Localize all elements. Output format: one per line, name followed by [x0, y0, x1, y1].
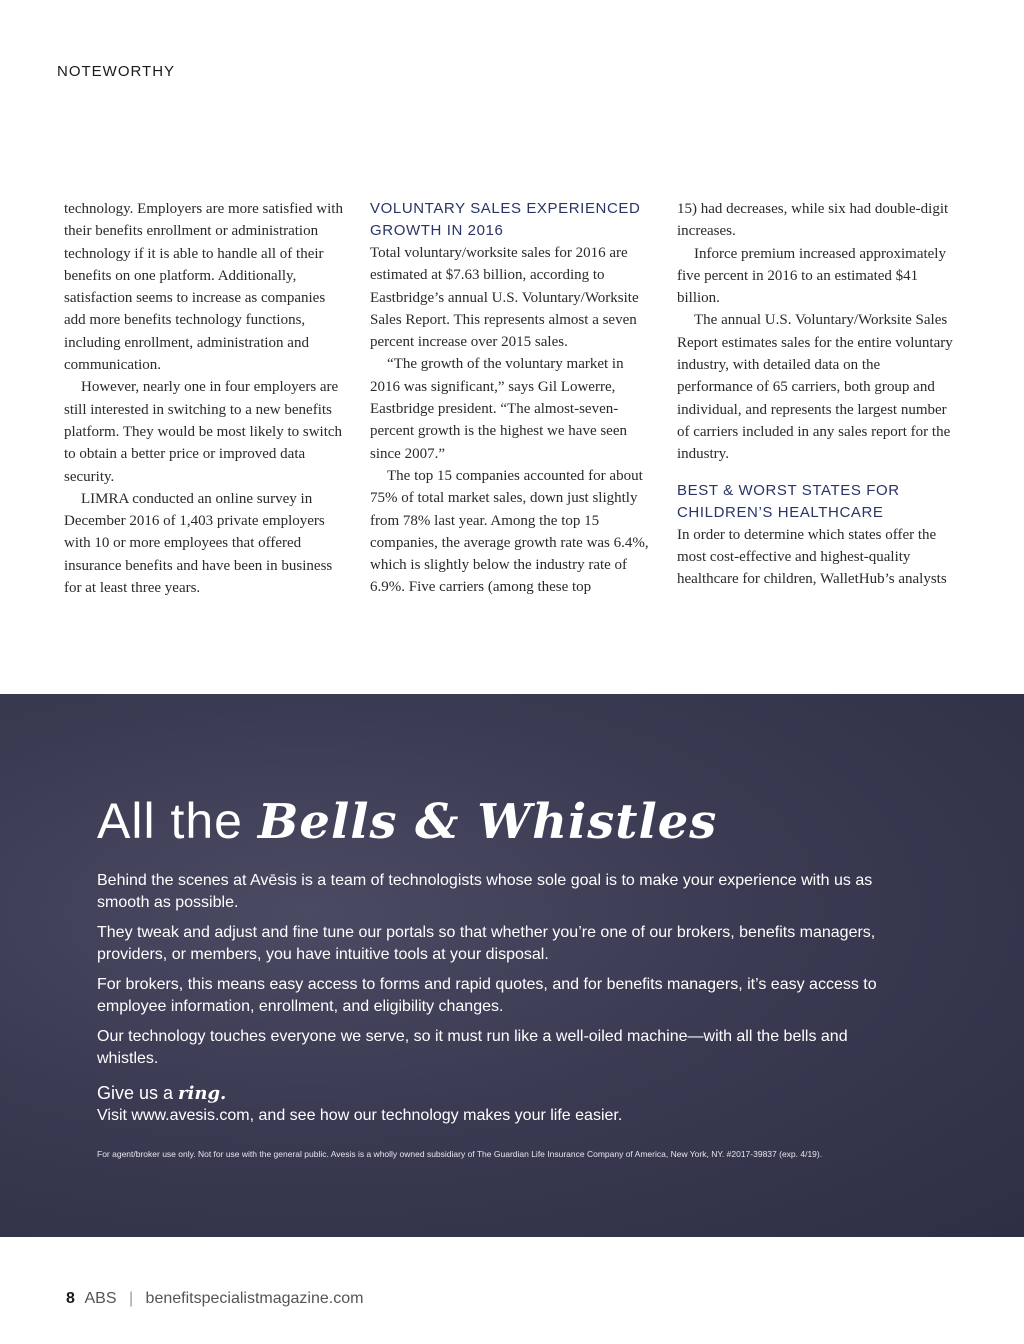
column-1 [64, 198, 344, 599]
advertisement [0, 694, 1024, 1237]
ad-title [97, 792, 717, 850]
section-heading: VOLUNTARY SALES EXPERIENCED GROWTH IN 2016 [370, 200, 641, 239]
ad-cta [97, 1082, 897, 1105]
page-number: 8 [66, 1290, 75, 1307]
paragraph: “The growth of the voluntary market in 2016 was significant,” says Gil Lowerre, Eastbridge president. “The almost-seven-percent growth is the highest we have seen since 2007.” [370, 356, 627, 462]
ad-paragraph: Our technology touches everyone we serve, so it must run like a well-oiled machine—with all the bells and whistles. [97, 1028, 848, 1067]
paragraph: Inforce premium increased approximately five percent in 2016 to an estimated $41 billion. [677, 245, 946, 307]
ad-cta-script: ring. [178, 1083, 227, 1104]
paragraph: LIMRA conducted an online survey in December 2016 of 1,403 private employers with 10 or more employees that offered insurance benefits and have been in business for at least three years. [64, 490, 333, 597]
paragraph: technology. Employers are more satisfied with their benefits enrollment or administration technology if it is able to handle all of their benefits on one platform. Additionally, satisfaction seems to increase as companies add more benefits technology functions, including enrollment, administration and communication. [64, 201, 343, 374]
ad-disclaimer: For agent/broker use only. Not for use with the general public. Avesis is a wholly owned subsidiary of The Guardian Life Insurance Company of America, New York, NY. #2017-39837 (exp. 4/19). [97, 1149, 823, 1159]
ad-visit-link[interactable]: Visit www.avesis.com, and see how our technology makes your life easier. [97, 1107, 623, 1124]
paragraph: However, nearly one in four employers are still interested in switching to a new benefits platform. They would be most likely to switch to obtain a better price or improved data security. [64, 379, 343, 485]
page-footer [66, 1290, 363, 1308]
paragraph: 15) had decreases, while six had double-digit increases. [677, 201, 949, 240]
paragraph: The annual U.S. Voluntary/Worksite Sales Report estimates sales for the entire voluntary industry, with detailed data on the performance of 65 carriers, both group and individual, and represents the largest number of carriers included in any sales report for the industry. [677, 312, 953, 463]
ad-body [97, 870, 897, 1127]
section-label: NOTEWORTHY [57, 63, 176, 80]
ad-title-script: Bells & Whistles [257, 794, 718, 850]
section-heading: BEST & WORST STATES FOR CHILDREN’S HEALTHCARE [677, 481, 900, 521]
ad-paragraph: They tweak and adjust and fine tune our portals so that whether you’re one of our brokers, benefits managers, providers, or members, you have intuitive tools at your disposal. [97, 924, 876, 963]
paragraph: In order to determine which states offer the most cost-effective and highest-quality healthcare for children, WalletHub’s analysts [677, 526, 947, 588]
column-2 [370, 198, 650, 599]
paragraph: The top 15 companies accounted for about 75% of total market sales, down just slightly from 78% last year. Among the top 15 companies, the average growth rate was 6.4%, which is slightly below the industry rate of 6.9%. Five carriers (among these top [370, 467, 649, 596]
publication-name: ABS [84, 1290, 117, 1307]
ad-paragraph: For brokers, this means easy access to forms and rapid quotes, and for benefits managers, it’s easy access to employee information, enrollment, and eligibility changes. [97, 976, 877, 1015]
column-3 [677, 198, 957, 590]
ad-paragraph: Behind the scenes at Avēsis is a team of technologists whose sole goal is to make your experience with us as smooth as possible. [97, 872, 873, 911]
ad-cta-plain: Give us a [97, 1083, 179, 1103]
website-link[interactable]: benefitspecialistmagazine.com [145, 1290, 364, 1307]
footer-separator: | [128, 1290, 134, 1307]
ad-title-plain: All the [97, 793, 258, 849]
paragraph: Total voluntary/worksite sales for 2016 are estimated at $7.63 billion, according to Eastbridge’s annual U.S. Voluntary/Worksite Sales Report. This represents almost a seven percent increase over 2015 sales. [370, 245, 639, 351]
